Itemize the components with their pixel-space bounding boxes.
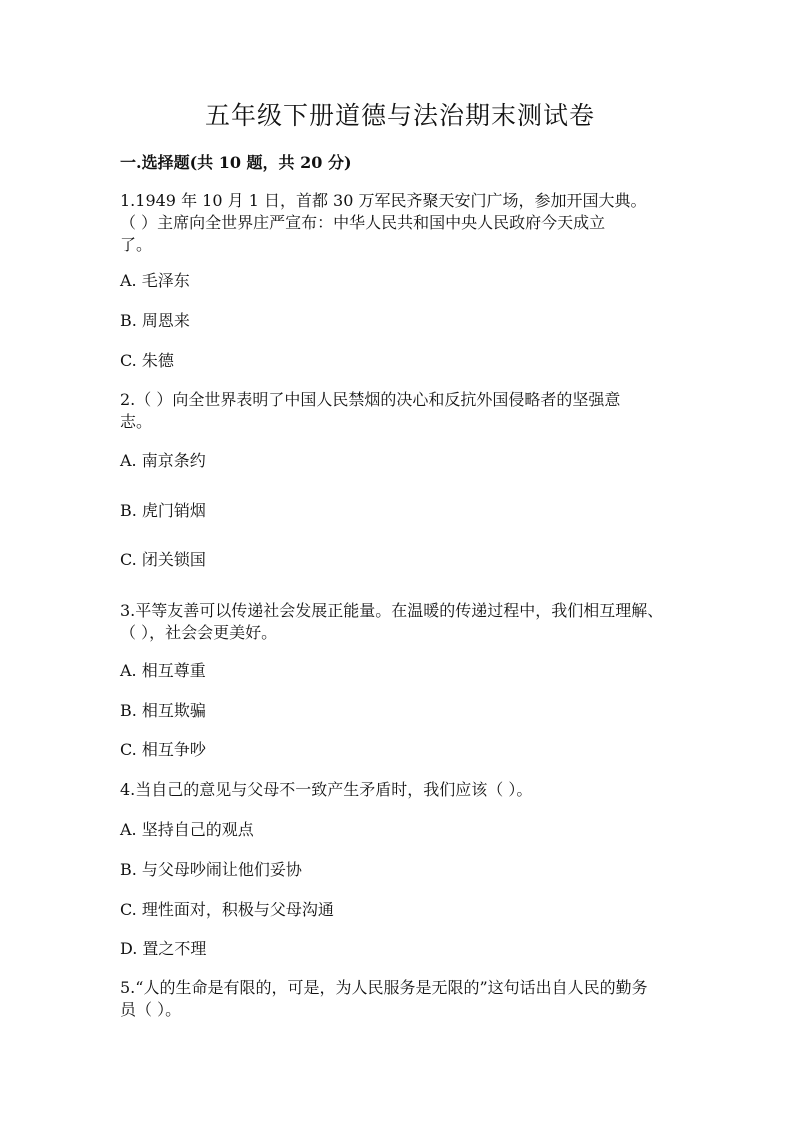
question-2-line-2: 志。	[120, 412, 153, 431]
question-1-line-2: （ ）主席向全世界庄严宣布：中华人民共和国中央人民政府今天成立	[120, 213, 606, 232]
question-3-line-1: 3.平等友善可以传递社会发展正能量。在温暖的传递过程中，我们相互理解、	[120, 601, 664, 620]
question-4-line-1: 4.当自己的意见与父母不一致产生矛盾时，我们应该（ ）。	[120, 780, 533, 799]
question-2-option-a: A. 南京条约	[120, 451, 206, 470]
question-4-option-b: B. 与父母吵闹让他们妥协	[120, 860, 302, 879]
page-title: 五年级下册道德与法治期末测试卷	[204, 101, 595, 130]
question-1-line-3: 了。	[120, 235, 153, 254]
question-1-option-a: A. 毛泽东	[120, 271, 190, 290]
question-1-option-c: C. 朱德	[120, 351, 174, 370]
question-5-line-2: 员（ ）。	[120, 1000, 182, 1019]
question-4-option-d: D. 置之不理	[120, 939, 207, 958]
question-3-line-2: （ ），社会会更美好。	[120, 623, 278, 642]
question-2-option-c: C. 闭关锁国	[120, 550, 206, 569]
question-3-option-c: C. 相互争吵	[120, 740, 206, 759]
question-3-option-b: B. 相互欺骗	[120, 701, 206, 720]
question-2-line-1: 2.（ ）向全世界表明了中国人民禁烟的决心和反抗外国侵略者的坚强意	[120, 390, 621, 409]
question-1-option-b: B. 周恩来	[120, 311, 190, 330]
question-5-line-1: 5.“人的生命是有限的，可是，为人民服务是无限的”这句话出自人民的勤务	[120, 978, 648, 997]
section-heading: 一.选择题(共 10 题，共 20 分)	[120, 153, 352, 172]
question-2-option-b: B. 虎门销烟	[120, 501, 206, 520]
question-3-option-a: A. 相互尊重	[120, 661, 206, 680]
question-4-option-c: C. 理性面对，积极与父母沟通	[120, 900, 334, 919]
question-4-option-a: A. 坚持自己的观点	[120, 820, 254, 839]
question-1-line-1: 1.1949 年 10 月 1 日，首都 30 万军民齐聚天安门广场，参加开国大典。	[120, 191, 647, 210]
